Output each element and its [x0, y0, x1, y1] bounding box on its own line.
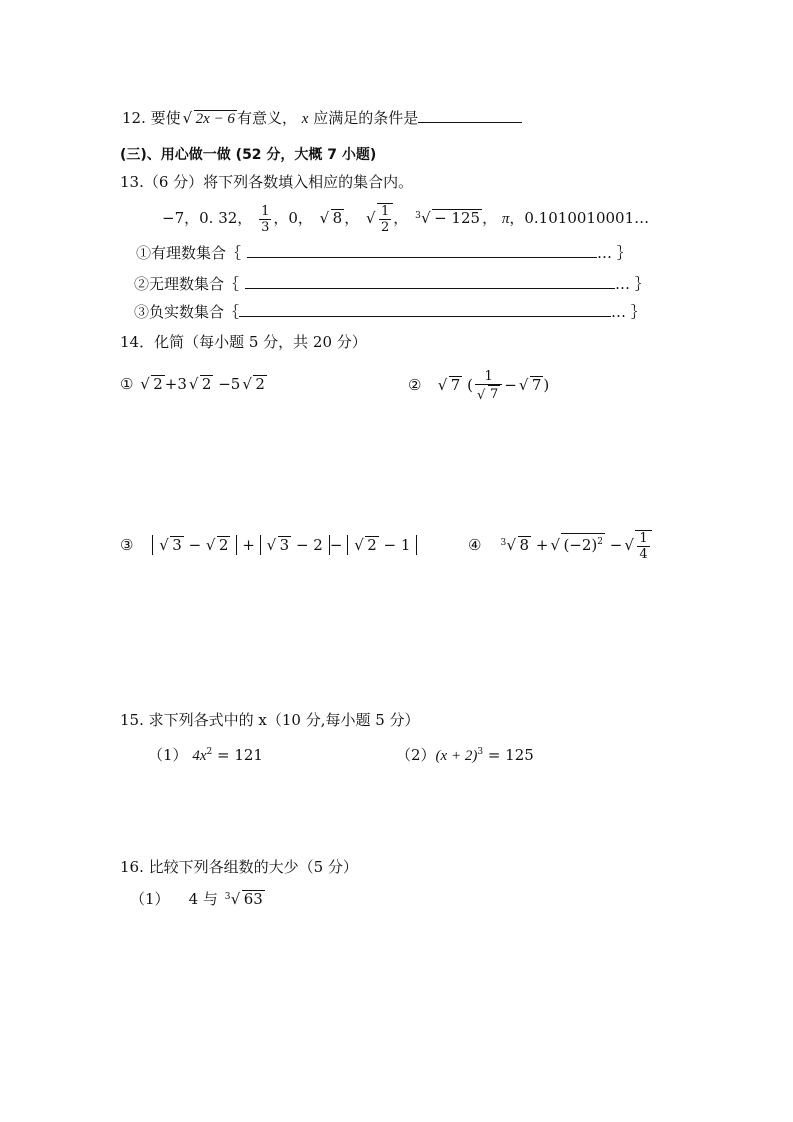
q14-p3-abs3-minus1: − 1 [383, 536, 411, 554]
q13-set-negative-end: … ｝ [611, 303, 646, 321]
q14-p4-sqrt-exp: 2 [597, 537, 603, 547]
q13-numbers-part3: ，0.1010010001… [509, 209, 650, 227]
q13-set-irrational-blank[interactable] [245, 274, 615, 289]
q14-p3-abs3-r2: 2 [367, 536, 377, 554]
q13-pi: π [501, 211, 510, 227]
q14-p4-sqrt-base: (−2) [563, 536, 598, 554]
q14-p2-fraction-num: 1 [475, 369, 502, 385]
q13-sep1: ， [344, 209, 360, 227]
q14-p2-close: ) [543, 376, 550, 394]
q13-set-irrational [134, 274, 650, 294]
q13-sep2: ， [393, 209, 409, 227]
q13-cbrt-index: 3 [415, 211, 421, 221]
q13-cbrt-radicand: − 125 [434, 209, 481, 227]
q15-part2 [396, 742, 534, 766]
q14-p1-marker: ① [120, 375, 134, 393]
q14-p2-sqrt-b: √ 7 [518, 376, 542, 394]
q15-part1 [148, 742, 263, 766]
q13-numbers-part2: ，0， [273, 209, 313, 227]
q14-p1-radicand-b: 2 [201, 375, 212, 393]
q13-set-rational-label: ①有理数集合｛ [136, 244, 242, 262]
q13-numbers-part1: −7，0. 32， [162, 209, 253, 227]
q14-title: 14．化简（每小题 5 分，共 20 分） [120, 333, 367, 351]
q14-p3-minus-sign: − [329, 536, 343, 554]
q14-p3-abs2-r3: 3 [279, 536, 290, 554]
q14-p2-radicand-b: 7 [531, 376, 542, 394]
q14-p2-sqrt: √ 7 [437, 376, 461, 394]
q14-p2-radicand: 7 [450, 376, 461, 394]
q13-set-irrational-end: … ｝ [615, 275, 650, 293]
q14-p1-sqrt-c: √ 2 [242, 375, 265, 393]
q14-p1-radicand-a: 2 [153, 375, 163, 393]
q14-p2-fraction-den: 7 [489, 387, 499, 402]
q12-radicand: 2x − 6 [195, 111, 235, 127]
q14-part2 [408, 368, 549, 403]
q14-p4-minus: − [609, 536, 623, 554]
q14-p3-abs1-r3: 3 [172, 536, 182, 554]
q14-p4-plus: + [535, 536, 549, 554]
q13-set-rational-blank[interactable] [247, 243, 597, 258]
q14-p4-cbrt-radicand: 8 [519, 536, 530, 554]
q14-p3-marker: ③ [120, 536, 134, 554]
q14-p4-frac-num: 1 [639, 530, 648, 546]
q14-p4-sqrt: √ $(-2)^2$ [550, 526, 605, 564]
q13-set-negative-blank[interactable] [239, 302, 611, 317]
q16-p1-text: 4 与 [188, 890, 218, 908]
q16-title: 16. 比较下列各组数的大少（5 分） [120, 858, 358, 876]
q14-p4-sqrt-frac: √ $\frac{1}{4}$ [624, 526, 651, 564]
q13-set-negative-label: ③负实数集合｛ [134, 303, 240, 321]
q14-p4-cbrt-index: 3 [500, 538, 507, 548]
q14-p3-abs1-minus: − [188, 536, 202, 554]
q15-p1-lhs: 4x [192, 748, 207, 764]
q13-set-rational-end: … ｝ [597, 244, 632, 262]
q14-p3-abs2-minus2: − 2 [295, 536, 323, 554]
q13-set-irrational-label: ②无理数集合｛ [134, 275, 240, 293]
q15-title: 15. 求下列各式中的 x（10 分,每小题 5 分） [120, 711, 420, 729]
q12-number: 12. [122, 109, 146, 127]
q12-line [122, 108, 522, 129]
q14-p2-marker: ② [408, 376, 422, 394]
q15-p1-exp: 2 [206, 747, 213, 757]
q16-p1-cbrt: 3 √ 63 [231, 889, 265, 909]
q14-p1-minus5: −5 [218, 375, 241, 393]
q16-part1 [130, 889, 265, 909]
q13-sqrt8: √ 8 [319, 209, 343, 227]
q15-p2-lhs: (x + 2) [435, 748, 478, 764]
q14-p3-abs2: √ 3 − 2 [260, 535, 330, 555]
q13-fraction [259, 204, 271, 235]
q15-p1-rhs: = 121 [212, 746, 263, 764]
q13-sep3: ， [482, 209, 498, 227]
q16-p1-label: （1） [130, 890, 170, 908]
q14-p2-fraction: 1 √ 7 [475, 369, 502, 403]
q12-prefix: 要使 [150, 109, 181, 127]
q14-p1-radicand-c: 2 [255, 375, 265, 393]
q13-fraction-den: 3 [261, 219, 270, 235]
q13-set-negative [134, 302, 646, 322]
q16-p1-cbrt-radicand: 63 [243, 890, 263, 908]
q16-p1-cbrt-index: 3 [224, 892, 231, 902]
q14-part3 [120, 535, 417, 555]
q13-title: 13.（6 分）将下列各数填入相应的集合内。 [120, 173, 414, 191]
q14-p3-abs1: √ 3 − √ 2 [152, 535, 237, 555]
q14-part4 [468, 526, 652, 564]
q13-cbrt: 3 √ − 125 [421, 200, 482, 236]
q13-set-rational [136, 243, 632, 263]
q15-p1-label: （1） [148, 746, 188, 764]
section-3-title: (三)、用心做一做 (52 分，大概 7 小题) [120, 147, 377, 163]
q14-p3-plus: + [242, 536, 255, 554]
q12-answer-blank[interactable] [418, 108, 522, 123]
q12-var: x [301, 111, 309, 127]
q14-p2-minus: − [504, 376, 517, 394]
q12-mid: 有意义， [236, 109, 297, 127]
q14-part1 [120, 374, 267, 394]
q13-numbers [162, 200, 649, 240]
q14-p4-marker: ④ [468, 536, 482, 554]
q13-sqrt-half-num: 1 [381, 203, 390, 219]
q14-p2-open: ( [467, 376, 473, 394]
q13-sqrt-half-den: 2 [381, 219, 390, 235]
q13-sqrt8-radicand: 8 [332, 209, 343, 227]
q14-p3-abs3: √ 2 − 1 [347, 535, 417, 555]
q15-p2-rhs: = 125 [483, 746, 534, 764]
q13-fraction-num: 1 [261, 203, 270, 219]
q14-p4-cbrt: 3 √ 8 [507, 526, 532, 564]
q14-p1-plus3: +3 [164, 375, 187, 393]
q12-suffix: 应满足的条件是 [313, 109, 419, 127]
q14-p3-abs1-r2: 2 [218, 536, 229, 554]
q14-p4-frac-den: 4 [639, 546, 648, 562]
q15-p2-label: （2） [396, 746, 436, 764]
q15-p2-exp: 3 [477, 747, 484, 757]
q14-p1-sqrt-a: √ 2 [140, 375, 163, 393]
q14-p1-sqrt-b: √ 2 [188, 375, 212, 393]
q13-sqrt-half: √ $\frac{1}{2}$ [366, 200, 393, 236]
q12-sqrt: √ 2x − 6 [182, 109, 235, 127]
